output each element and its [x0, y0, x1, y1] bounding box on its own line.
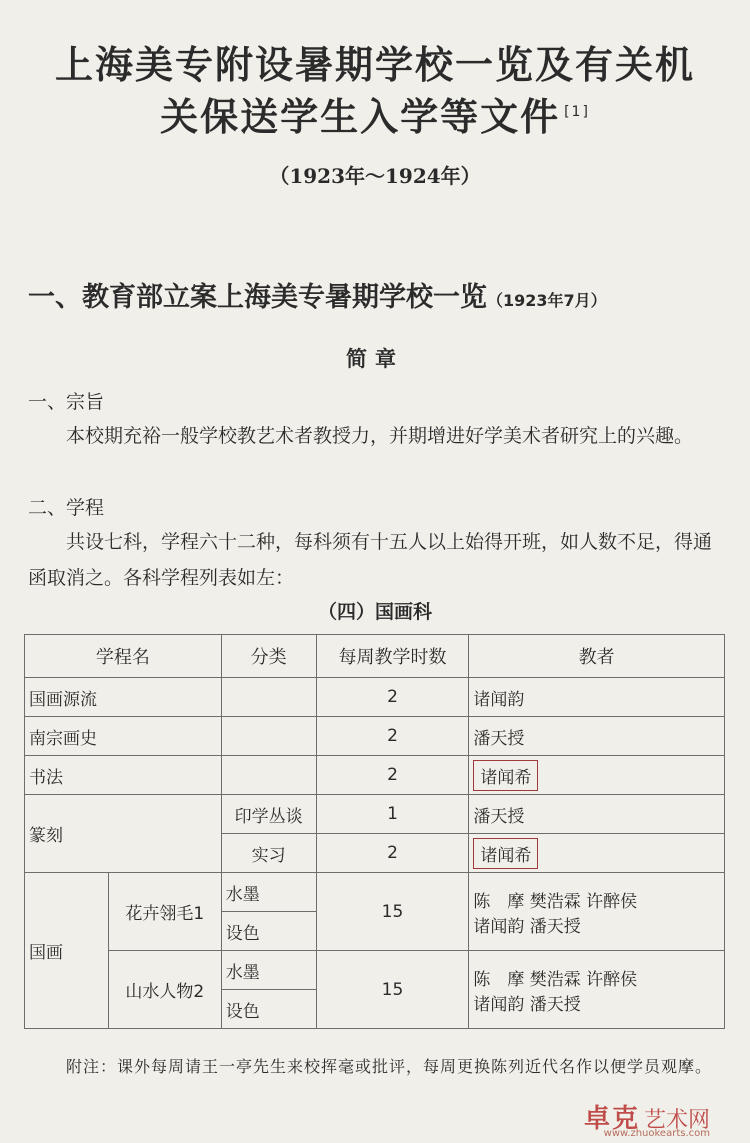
- course-category: 印学丛谈: [221, 795, 316, 834]
- item1-heading: 一、宗旨: [28, 391, 105, 413]
- item2-text: 共设七科，学程六十二种，每科须有十五人以上始得开班，如人数不足，得通函取消之。各科学程列表如左：: [28, 531, 713, 589]
- table-row: [25, 678, 725, 717]
- header-course-name: 学程名: [25, 635, 222, 678]
- watermark-logo: 卓克: [583, 1104, 640, 1134]
- course-category: 水墨: [221, 873, 316, 912]
- item2-heading: 二、学程: [28, 497, 105, 519]
- footnote-note: 附注：课外每周请王一亭先生来校挥毫或批评，每周更换陈列近代名作以便学员观摩。: [66, 1057, 713, 1076]
- table-row: [25, 717, 725, 756]
- teacher-line: 陈 摩 樊浩霖 许醉侯: [473, 969, 638, 990]
- title-line-1: 上海美专附设暑期学校一览及有关机: [54, 43, 695, 87]
- course-name: 国画: [25, 873, 109, 1029]
- course-teacher: [469, 834, 725, 873]
- header-weekly-hours: 每周教学时数: [316, 635, 469, 678]
- course-subgroup: 山水人物2: [108, 951, 221, 1029]
- course-name: 南宗画史: [25, 717, 222, 756]
- table-row: [25, 756, 725, 795]
- course-category: 设色: [221, 990, 316, 1029]
- course-subgroup: 花卉翎毛1: [108, 873, 221, 951]
- course-category: [221, 678, 316, 717]
- course-hours: 15: [316, 873, 469, 951]
- item1-text: 本校期充裕一般学校教艺术者教授力，并期增进好学美术者研究上的兴趣。: [66, 425, 694, 447]
- course-category: 实习: [221, 834, 316, 873]
- course-teacher: [469, 951, 725, 1029]
- watermark-text: 艺术网: [643, 1108, 710, 1133]
- watermark: [583, 1098, 710, 1139]
- highlighted-teacher: 诸闻希: [473, 838, 538, 869]
- table-row: [25, 795, 725, 834]
- course-teacher: [469, 873, 725, 951]
- course-teacher: 潘天授: [469, 717, 725, 756]
- course-hours: 1: [316, 795, 469, 834]
- subheading: 简章: [346, 346, 404, 371]
- table-header-row: [25, 635, 725, 678]
- teacher-line: 诸闻韵 潘天授: [473, 916, 581, 937]
- table-row: [25, 873, 725, 912]
- table-row: [25, 951, 725, 990]
- course-name: 国画源流: [25, 678, 222, 717]
- course-category: [221, 717, 316, 756]
- section-heading-text: 一、教育部立案上海美专暑期学校一览: [28, 282, 487, 313]
- course-name: 篆刻: [25, 795, 222, 873]
- course-hours: 2: [316, 717, 469, 756]
- course-hours: 2: [316, 834, 469, 873]
- course-hours: 15: [316, 951, 469, 1029]
- year-range: （1923年～1924年）: [269, 164, 481, 188]
- section-date: （1923年7月）: [487, 291, 607, 310]
- teacher-line: 陈 摩 樊浩霖 许醉侯: [473, 891, 638, 912]
- teacher-line: 诸闻韵 潘天授: [473, 994, 581, 1015]
- title-line-2: [0, 86, 750, 141]
- header-category: 分类: [221, 635, 316, 678]
- watermark-url: www.zhuokearts.com: [603, 1128, 710, 1139]
- course-teacher: 诸闻韵: [469, 678, 725, 717]
- course-hours: 2: [316, 678, 469, 717]
- section-heading: [28, 275, 607, 314]
- course-category: [221, 756, 316, 795]
- footnote-reference[interactable]: [1]: [564, 104, 590, 121]
- header-teacher: 教者: [469, 635, 725, 678]
- highlighted-teacher: 诸闻希: [473, 760, 538, 791]
- course-table: [24, 634, 725, 1029]
- course-name: 书法: [25, 756, 222, 795]
- course-teacher: [469, 756, 725, 795]
- course-category: 水墨: [221, 951, 316, 990]
- course-hours: 2: [316, 756, 469, 795]
- table-title: （四）国画科: [317, 601, 432, 623]
- title-line-2-text: 关保送学生入学等文件: [160, 95, 561, 139]
- course-category: 设色: [221, 912, 316, 951]
- course-teacher: 潘天授: [469, 795, 725, 834]
